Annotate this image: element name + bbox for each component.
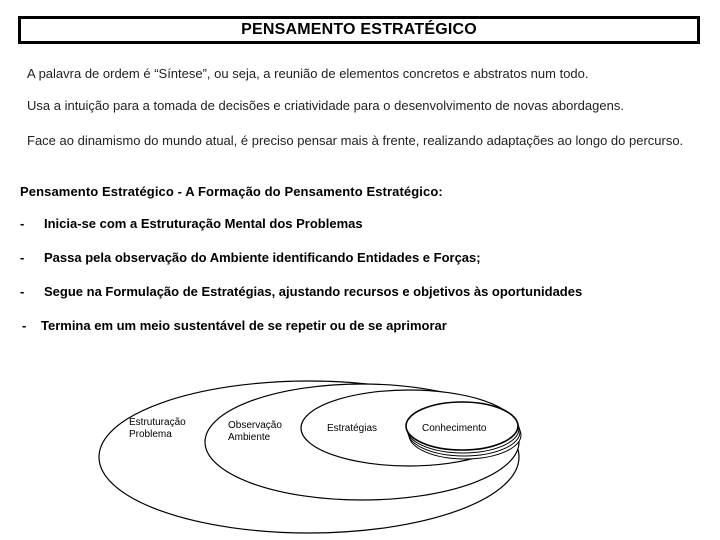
label-problema: Problema — [129, 429, 172, 440]
page-title: PENSAMENTO ESTRATÉGICO — [241, 21, 477, 38]
step-text: Passa pela observação do Ambiente identificando Entidades e Forças; — [44, 250, 481, 265]
step-text: Inicia-se com a Estruturação Mental dos Problemas — [44, 216, 363, 231]
step-dash: - — [22, 318, 27, 333]
label-estrategias: Estratégias — [327, 423, 378, 434]
paragraph-sintese: A palavra de ordem é “Síntese”, ou seja, a reunião de elementos concretos e abstratos num todo. — [27, 66, 589, 81]
step-text: Segue na Formulação de Estratégias, ajustando recursos e objetivos às oportunidades — [44, 284, 583, 299]
step-dash: - — [20, 284, 25, 299]
paragraph-dinamismo: Face ao dinamismo do mundo atual, é preciso pensar mais à frente, realizando adaptações ao longo do percurso. — [27, 133, 684, 148]
paragraph-intuicao: Usa a intuição para a tomada de decisões e criatividade para o desenvolvimento de novas abordagens. — [27, 98, 624, 113]
label-estruturacao: Estruturação — [129, 417, 186, 428]
step-dash: - — [20, 216, 25, 231]
step-text: Termina em um meio sustentável de se repetir ou de se aprimorar — [41, 318, 447, 333]
section-heading: Pensamento Estratégico - A Formação do Pensamento Estratégico: — [20, 184, 443, 199]
step-dash: - — [20, 250, 25, 265]
label-observacao: Observação — [228, 420, 282, 431]
label-conhecimento: Conhecimento — [422, 423, 487, 434]
label-ambiente: Ambiente — [228, 432, 271, 443]
